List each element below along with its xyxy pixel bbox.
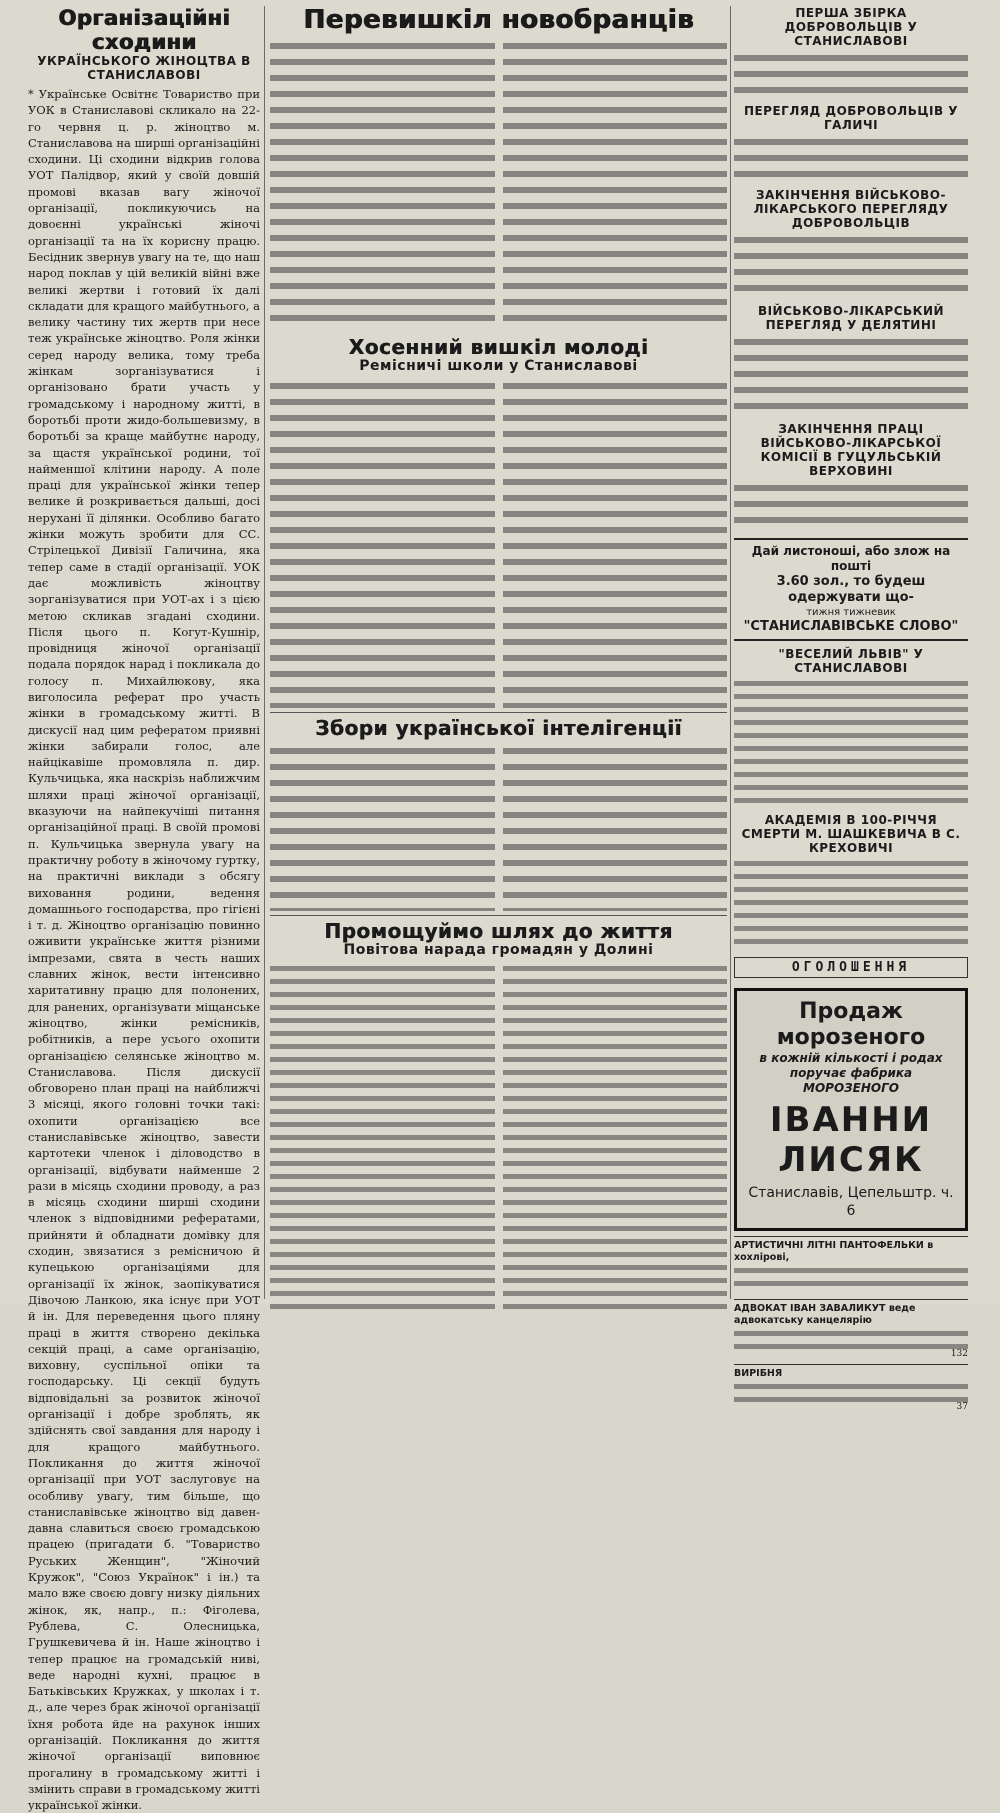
article-body-women-meeting: * Українське Освітнє Товариство при УОК в Станиславові скликало на 22-го червня ц. р. жіноцтво м. Станиславова на ширші організаційні сходини. Ці сходини відкрив голова УОТ Палідвор, який у своїй довшій промові вказав вагу жіночої організації, покликуючись на довоєнні українські жіночі організації та на їх корисну працю. Бесідник звернув увагу на те, що наш народ поклав у цій великій війні вже великі жертви і готовий їх далі складати для кращого майбутнього, а велику частину тих жертв при несе теж українське жіноцтво. Роля жінки серед народу велика, тому треба жінкам зорганізуватися і організовано брати участь у громадському і народному житті, в боротьбі проти жидо-большевизму, в боротьбі за краще майбутнє народу, за щастя української родини, тої найменшої клітини народу. А поле праці для української жінки тепер велике й розкривається дальші, досі нерухані її ділянки. Особливо багато жінки можуть зробити для СС. Стрілецької Дивізії Галичина, яка тепер саме в стадії організації. УОК дає можливість жіноцтву зорганізуватися при УОТ-ах і з цією метою скликав згадані сходини. Після цього п. Когут-Кушнір, провідниця жіночої організації подала порядок нарад і покликала до голосу п. Михайлюкову, яка виголосила реферат про участь жінки в громадському житті. В дискусії над цим рефератом приявні жінки забирали голос, але найцікавіше промовляла п. дир. Кульчицька, яка наскрізь наближчим шляхи праці жіночої організації, вказуючи на найпекучіші питання організаційної праці. В своїй промові п. Кульчицька звернула увагу на практичну роботу в жіночому гуртку, на практичні виклади з обсягу виховання родини, ведення домашнього господарства, про гігієні і т. д. Жіноцтво організацію повинно оживити українське життя різними імпрезами, свята в честь наших славних жінок, вести інтенсивно харитативну працю для полонених, для ранених, організувати міщанське жіноцтво, жінки ремісників, робітників, а пере усього охопити організацією селянське жіноцтво м. Станиславова. Після дискусії обговорено план праці на найближчі 3 місяці, якого головні точки такі: охопити організацією все станиславівське жіноцтво, завести картотеки членок і діловодство в організації, відбувати найменше 2 рази в місяць сходини проводу, а раз в місяць сходини ширші сходини членок з відповідними рефератами, прийняти й обладнати домівку для сходин, звязатися з ремісничою й купецькою організаціями для організації їх жінок, заопікуватися Дівочою Ланкою, яка існує при УОТ й ін. Для переведення цього пляну праці в життя створено декілька секцій праці, а саме організацію, виховну, суспільної опіки та господарську. Ці секції будуть відповідальні за розвиток жіночої організації і добре зроблять, як здійснять свої завдання для народу і для кращого майбутнього. Покликання до життя жіночої організації при УОТ заслуговує на особливу увагу, тим більше, що станиславівське жіноцтво від давен-давна славиться своєю громадською працею (пригадати б. "Товариство Руських Женщин", "Жіночий Кружок", "Союз Українок" і ін.) та мало вже своєю довгу низку діяльних жінок, як, напр., п.: Фіголева, Рублева, С. Олесницька, Грушкевичева й ін. Наше жіноцтво і тепер працює на громадській ниві, веде народні кухні, працює в Батьківських Кружках, у школах і т. д., але через брак жіночої організації їхня робота йде на рахунок інших організацій. Покликання до життя жіночої організації виповнює прогалину в громадському житті і змінить справи в громадському житті української жінки.	[28, 87, 260, 1813]
ad-code: 37	[956, 1402, 968, 1412]
notice-line: тижня тижневик	[806, 607, 896, 618]
news-title-medical-end: ЗАКІНЧЕННЯ ВІЙСЬКОВО-ЛІКАРСЬКОГО ПЕРЕГЛЯДУ ДОБРОВОЛЬЦІВ	[753, 188, 949, 230]
ad-lawyer	[734, 1299, 968, 1359]
text-block	[734, 677, 968, 809]
text-block	[734, 232, 968, 300]
text-block	[734, 1380, 968, 1402]
notice-line: Дай листоноші, або злож на пошті	[751, 544, 951, 573]
text-block	[734, 1264, 968, 1294]
notice-line: "СТАНИСЛАВІВСЬКЕ СЛОВО"	[743, 619, 959, 634]
ads-header: ОГОЛОШЕННЯ	[734, 957, 968, 978]
article-body-youth	[270, 378, 727, 708]
article-title-women-meeting: Організаційні сходини	[58, 6, 230, 54]
column-divider	[730, 6, 731, 1299]
text-block	[503, 743, 728, 911]
ad-code: 132	[950, 1349, 968, 1359]
text-block	[503, 38, 728, 330]
subscription-notice	[734, 538, 968, 641]
article-body-recruits	[270, 38, 727, 330]
news-title-verkhovyna: ЗАКІНЧЕННЯ ПРАЦІ ВІЙСЬКОВО-ЛІКАРСЬКОЇ КОМІСІЇ В ГУЦУЛЬСЬКІЙ ВЕРХОВИНІ	[760, 422, 942, 478]
column-right	[734, 6, 968, 1412]
article-body-intelligentsia	[270, 743, 727, 911]
ad-address: Станиславів, Цепельштр. ч. 6	[748, 1185, 954, 1219]
news-title-volunteers-first: ПЕРША ЗБІРКА ДОБРОВОЛЬЦІВ У СТАНИСЛАВОВІ	[784, 6, 918, 48]
news-title-halych: ПЕРЕГЛЯД ДОБРОВОЛЬЦІВ У ГАЛИЧІ	[743, 104, 959, 132]
column-divider	[264, 6, 265, 1299]
text-block	[734, 1327, 968, 1349]
text-block	[270, 743, 495, 911]
text-block	[734, 334, 968, 418]
news-title-delatyn: ВІЙСЬКОВО-ЛІКАРСЬКИЙ ПЕРЕГЛЯД У ДЕЛЯТИНІ	[757, 304, 945, 332]
text-block	[734, 50, 968, 100]
ad-workshop	[734, 1364, 968, 1412]
ad-title: АДВОКАТ ІВАН ЗАВАЛИКУТ веде адвокатську канцелярію	[734, 1303, 916, 1326]
article-title-intelligentsia: Збори української інтелігенції	[315, 716, 682, 740]
ad-ice-cream	[734, 988, 968, 1231]
article-subtitle-dolyna: Повітова нарада громадян у Долині	[343, 942, 654, 958]
news-title-shashkevych: АКАДЕМІЯ В 100-РІЧЧЯ СМЕРТИ М. ШАШКЕВИЧА В С. КРЕХОВИЧІ	[741, 813, 961, 855]
ad-line: в кожній кількості і родах	[759, 1051, 943, 1065]
news-title-veselyi-lviv: "ВЕСЕЛИЙ ЛЬВІВ" У СТАНИСЛАВОВІ	[778, 647, 924, 675]
text-block	[270, 962, 495, 1310]
column-center	[270, 6, 727, 1299]
text-block	[734, 480, 968, 532]
ad-title: ВИРІБНЯ	[734, 1368, 783, 1379]
text-block	[270, 38, 495, 330]
text-block	[734, 857, 968, 949]
article-title-dolyna: Промощуймо шлях до життя	[324, 919, 673, 943]
text-block	[503, 378, 728, 708]
ad-line: Продаж морозеного	[776, 999, 926, 1050]
ad-slippers	[734, 1236, 968, 1294]
ad-title: АРТИСТИЧНІ ЛІТНІ ПАНТОФЕЛЬКИ в хохлірові,	[734, 1240, 934, 1263]
ad-company-name: ІВАННИ ЛИСЯК	[769, 1100, 933, 1180]
article-body-dolyna	[270, 962, 727, 1310]
column-left	[28, 6, 260, 1813]
text-block	[270, 378, 495, 708]
article-subtitle-youth: Ремісничі школи у Станиславові	[359, 358, 638, 374]
article-title-recruits: Перевишкіл новобранців	[303, 5, 694, 35]
article-title-youth: Хосенний вишкіл молоді	[348, 335, 649, 359]
notice-line: 3.60 зол., то будеш одержувати що-	[776, 574, 926, 605]
text-block	[734, 134, 968, 184]
text-block	[503, 962, 728, 1310]
article-subtitle-women-meeting: УКРАЇНСЬКОГО ЖІНОЦТВА В СТАНИСЛАВОВІ	[37, 54, 251, 82]
ad-line: поручає фабрика МОРОЗЕНОГО	[789, 1066, 913, 1095]
